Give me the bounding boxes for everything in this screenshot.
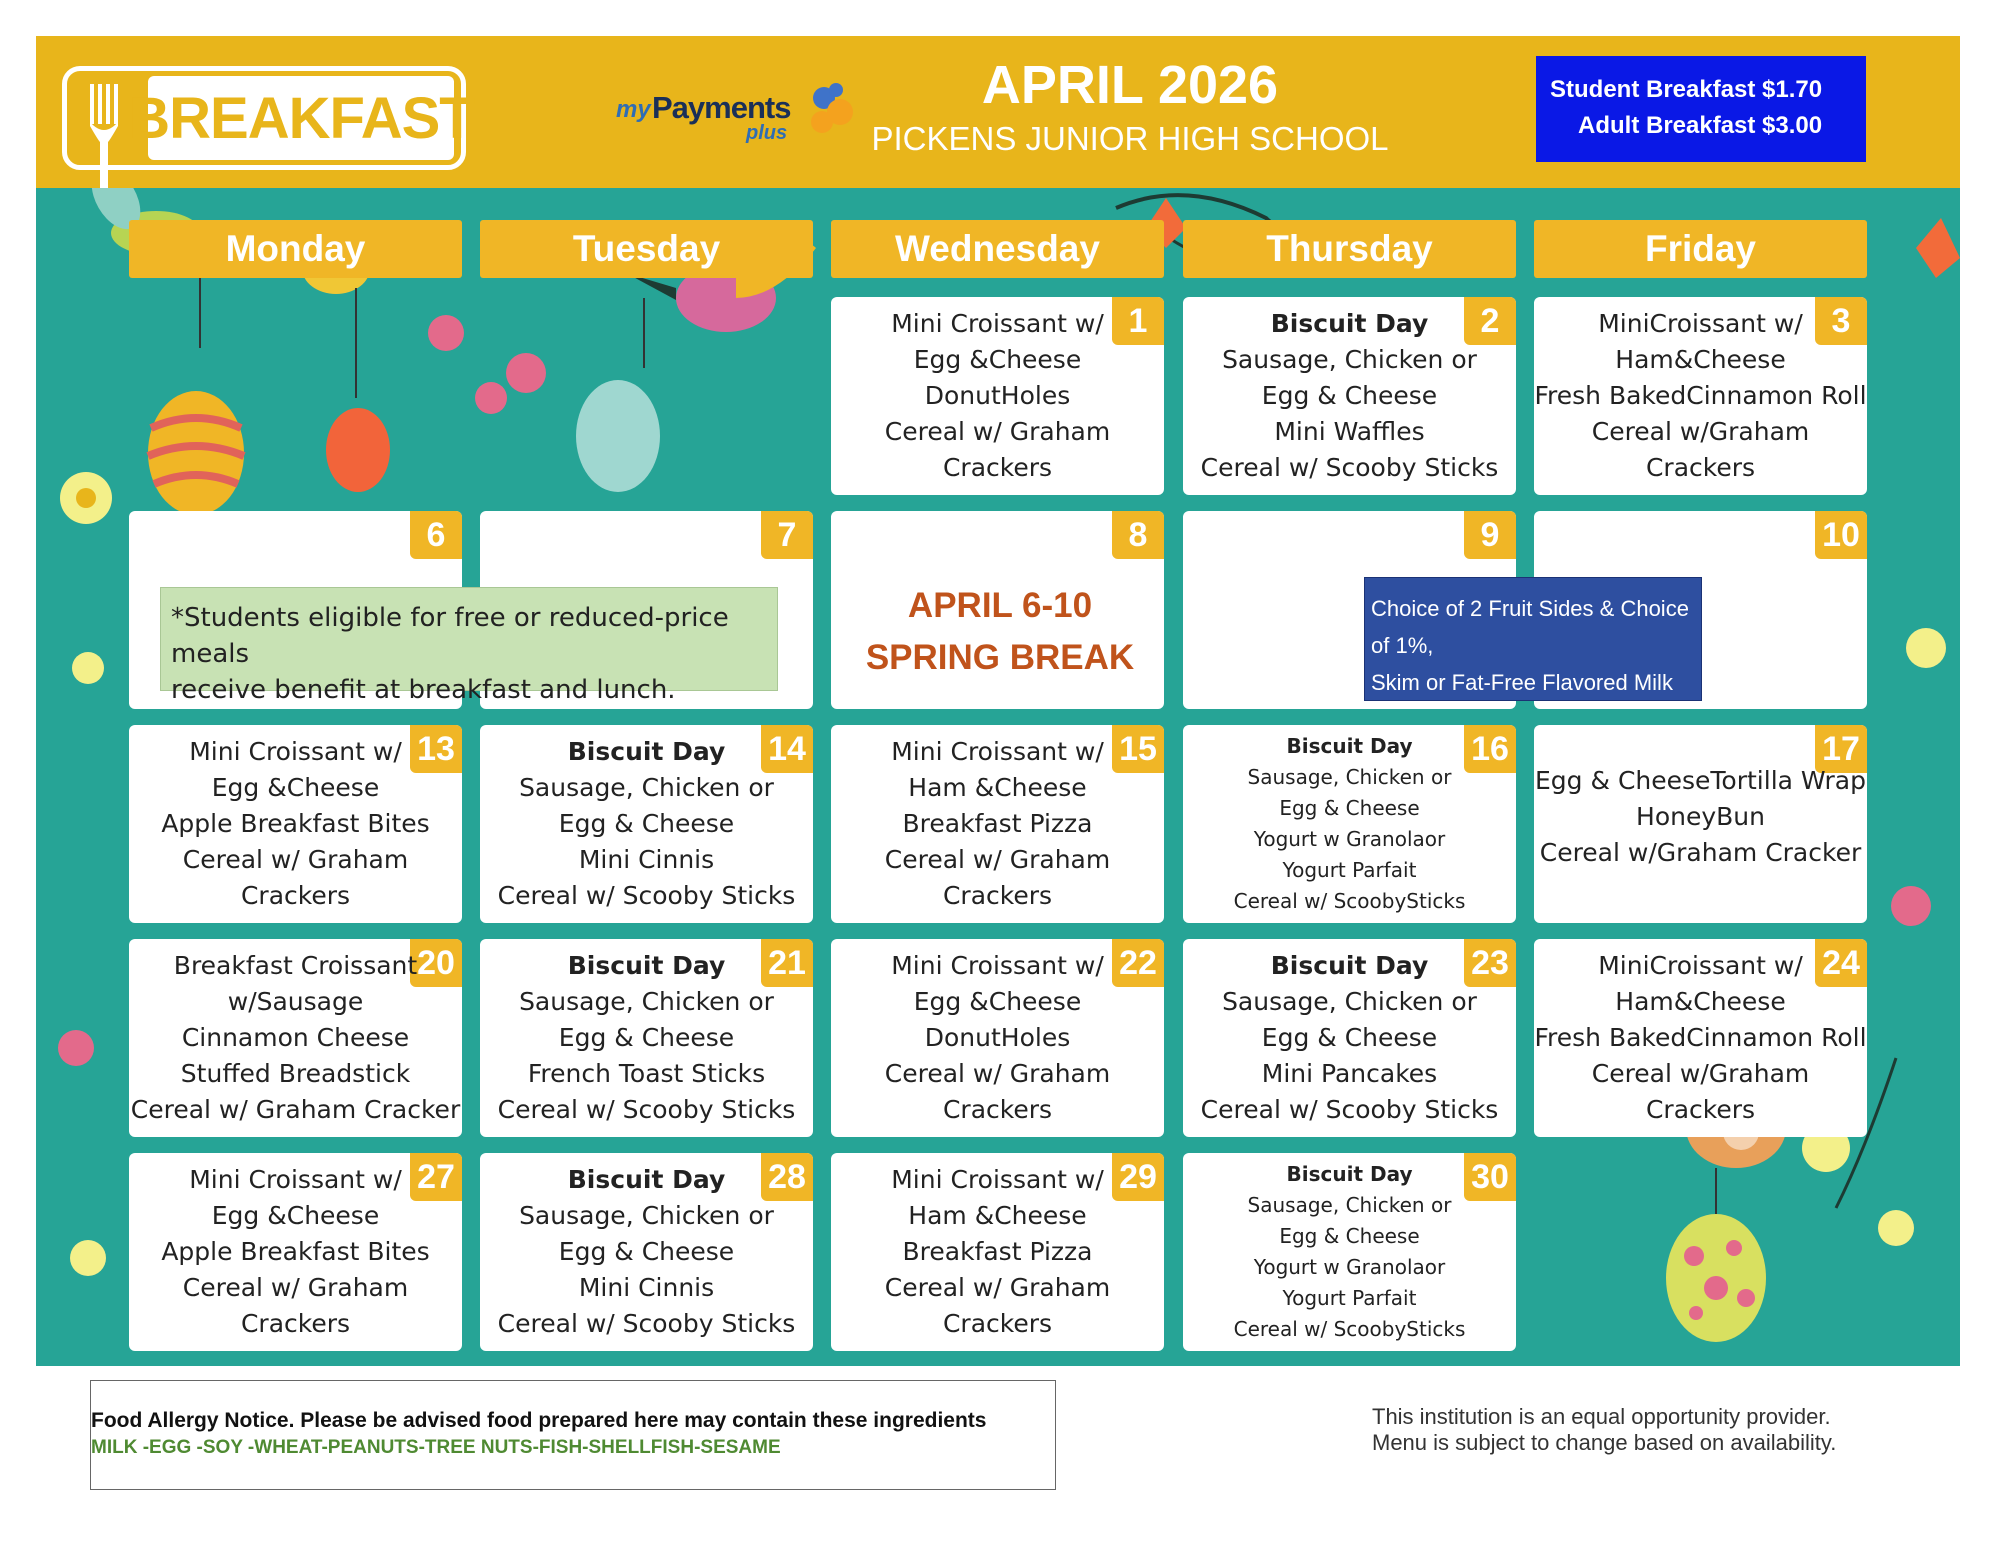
menu-line: Sausage, Chicken or [1222,987,1477,1016]
day-number: 24 [1815,939,1867,987]
fruit-milk-note [1364,577,1702,701]
note-line: Choice of 2 Fruit Sides & Choice of 1%, [1371,596,1689,658]
day-number: 28 [761,1153,813,1201]
menu-items [1183,939,1516,1137]
month-title: APRIL 2026 [981,55,1279,115]
menu-items [1183,725,1516,923]
menu-line: Sausage, Chicken or [519,1201,774,1230]
day-cell-22 [831,939,1164,1137]
menu-line: Stuffed Breadstick [180,1059,411,1088]
day-number: 30 [1464,1153,1516,1201]
menu-line: Egg & Cheese [1279,1224,1420,1248]
menu-line: Egg &Cheese [211,1201,380,1230]
menu-line: Yogurt Parfait [1282,858,1417,882]
menu-line: Cereal w/ Scooby Sticks [497,1309,796,1338]
day-number: 17 [1815,725,1867,773]
day-cell-23 [1183,939,1516,1137]
menu-items [831,1153,1164,1351]
brand-suffix: plus [746,122,788,144]
menu-line: Cinnamon Cheese [181,1023,410,1052]
weekday-friday: Friday [1534,220,1867,278]
menu-items [1183,1153,1516,1351]
day-number: 3 [1815,297,1867,345]
brand-prefix: my [616,96,651,123]
menu-line: Mini Croissant w/ [891,309,1104,338]
day-cell-1 [831,297,1164,495]
day-cell-17 [1534,725,1867,923]
menu-items [831,725,1164,923]
menu-items [129,1153,462,1351]
menu-line: Cereal w/Graham Crackers [1591,417,1810,482]
spring-break-notice [830,580,1170,684]
menu-line: DonutHoles [924,381,1071,410]
menu-line: Cereal w/ Graham Crackers [884,417,1111,482]
day-number: 9 [1464,511,1516,559]
menu-items [1534,297,1867,495]
spring-break-label: SPRING BREAK [865,638,1135,677]
menu-line: Mini Croissant w/ [189,737,402,766]
day-number: 8 [1112,511,1164,559]
menu-line: Cereal w/Graham Crackers [1591,1059,1810,1124]
menu-line: Sausage, Chicken or [1222,345,1477,374]
day-number: 22 [1112,939,1164,987]
disclaimer [1372,1404,1836,1456]
menu-line: Mini Waffles [1274,417,1425,446]
menu-line: Sausage, Chicken or [519,987,774,1016]
note-line: *Students eligible for free or reduced-price meals [171,603,729,669]
menu-line: DonutHoles [924,1023,1071,1052]
day-number: 23 [1464,939,1516,987]
menu-line: Cereal w/ Graham Crackers [182,845,409,910]
day-cell-14 [480,725,813,923]
allergen-list: MILK -EGG -SOY -WHEAT-PEANUTS-TREE NUTS-FISH-SHELLFISH-SESAME [91,1437,781,1458]
menu-items [480,725,813,923]
day-cell-28 [480,1153,813,1351]
day-cell-30 [1183,1153,1516,1351]
menu-line: MiniCroissant w/ [1598,951,1803,980]
day-number: 13 [410,725,462,773]
day-cell-21 [480,939,813,1137]
menu-line: Mini Croissant w/ [189,1165,402,1194]
menu-line: Sausage, Chicken or [1247,765,1452,789]
menu-line: Egg & Cheese [558,1237,735,1266]
price-box [1536,56,1866,162]
menu-line: Egg & Cheese [1279,796,1420,820]
menu-line: HoneyBun [1636,802,1765,831]
menu-line: Mini Croissant w/ [891,1165,1104,1194]
student-price: Student Breakfast $1.70 [1550,76,1823,103]
day-number: 1 [1112,297,1164,345]
menu-line: Cereal w/ Graham Crackers [884,1273,1111,1338]
menu-items [1534,939,1867,1137]
day-number: 7 [761,511,813,559]
menu-items [831,297,1164,495]
day-cell-13 [129,725,462,923]
menu-line: Sausage, Chicken or [1247,1193,1452,1217]
menu-line: French Toast Sticks [527,1059,766,1088]
menu-line: Egg & Cheese [1261,1023,1438,1052]
day-number: 20 [410,939,462,987]
day-number: 16 [1464,725,1516,773]
day-cell-20 [129,939,462,1137]
menu-line: Ham&Cheese [1615,345,1786,374]
day-cell-29 [831,1153,1164,1351]
menu-heading: Biscuit Day [567,1165,726,1194]
menu-line: Apple Breakfast Bites [161,1237,430,1266]
menu-items [129,939,462,1137]
day-number: 27 [410,1153,462,1201]
menu-items [1183,297,1516,495]
day-cell-27 [129,1153,462,1351]
free-meals-note [160,587,778,705]
weekday-wednesday: Wednesday [831,220,1164,278]
menu-line: Cereal w/ Graham Crackers [182,1273,409,1338]
menu-line: Egg & Cheese [558,1023,735,1052]
note-line: Skim or Fat-Free Flavored Milk [1371,670,1673,695]
menu-line: Cereal w/ ScoobySticks [1233,1317,1466,1341]
menu-line: MiniCroissant w/ [1598,309,1803,338]
menu-line: Cereal w/ Scooby Sticks [1200,453,1499,482]
menu-line: Yogurt w Granolaor [1253,827,1446,851]
menu-line: Egg & CheeseTortilla Wrap [1535,766,1866,795]
menu-line: Cereal w/ ScoobySticks [1233,889,1466,913]
menu-items [1534,725,1867,923]
fork-icon [84,82,124,202]
menu-line: Cereal w/ Graham Crackers [884,1059,1111,1124]
weekday-monday: Monday [129,220,462,278]
menu-line: Egg &Cheese [913,345,1082,374]
day-cell-24 [1534,939,1867,1137]
menu-heading: Biscuit Day [1270,309,1429,338]
adult-price: Adult Breakfast $3.00 [1578,112,1823,139]
menu-line: Breakfast Pizza [902,1237,1093,1266]
menu-heading: Biscuit Day [1286,734,1413,758]
menu-line: Cereal w/ Graham Cracker [130,1095,461,1124]
menu-line: Mini Cinnis [578,1273,715,1302]
spring-break-dates: APRIL 6-10 [907,586,1093,625]
menu-line: Ham &Cheese [908,773,1087,802]
menu-items [831,939,1164,1137]
menu-heading: Biscuit Day [567,737,726,766]
menu-items [129,725,462,923]
menu-line: Cereal w/ Scooby Sticks [1200,1095,1499,1124]
breakfast-logo-label: BREAKFAST [148,76,454,160]
menu-line: Cereal w/ Scooby Sticks [497,1095,796,1124]
weekday-thursday: Thursday [1183,220,1516,278]
weekday-tuesday: Tuesday [480,220,813,278]
menu-heading: Biscuit Day [1270,951,1429,980]
day-number: 14 [761,725,813,773]
day-cell-2 [1183,297,1516,495]
menu-line: Egg & Cheese [558,809,735,838]
menu-change-statement: Menu is subject to change based on availability. [1372,1430,1837,1455]
menu-line: Breakfast Pizza [902,809,1093,838]
day-number: 29 [1112,1153,1164,1201]
menu-line: Cereal w/Graham Cracker [1539,838,1862,867]
equal-opportunity-statement: This institution is an equal opportunity provider. [1372,1404,1831,1429]
menu-line: Cereal w/ Scooby Sticks [497,881,796,910]
day-cell-16 [1183,725,1516,923]
brand-main: Payments [652,90,791,125]
note-line: receive benefit at breakfast and lunch. [171,675,676,705]
allergy-heading: Food Allergy Notice. Please be advised food prepared here may contain these ingredients [91,1409,987,1432]
menu-line: Mini Croissant w/ [891,951,1104,980]
day-number: 2 [1464,297,1516,345]
day-cell-15 [831,725,1164,923]
day-cell-3 [1534,297,1867,495]
day-number: 6 [410,511,462,559]
menu-line: Ham &Cheese [908,1201,1087,1230]
menu-line: Egg & Cheese [1261,381,1438,410]
menu-line: Mini Croissant w/ [891,737,1104,766]
menu-line: w/Sausage [227,987,364,1016]
menu-line: Yogurt w Granolaor [1253,1255,1446,1279]
menu-line: Ham&Cheese [1615,987,1786,1016]
day-number: 21 [761,939,813,987]
day-number: 10 [1815,511,1867,559]
menu-line: Apple Breakfast Bites [161,809,430,838]
food-allergy-notice [90,1380,1056,1490]
menu-line: Mini Pancakes [1261,1059,1438,1088]
menu-items [480,1153,813,1351]
menu-line: Fresh BakedCinnamon Roll [1534,1023,1867,1052]
menu-line: Egg &Cheese [913,987,1082,1016]
menu-heading: Biscuit Day [1286,1162,1413,1186]
menu-line: Breakfast Croissant [173,951,418,980]
menu-items [480,939,813,1137]
school-name: PICKENS JUNIOR HIGH SCHOOL [871,120,1389,157]
menu-line: Egg &Cheese [211,773,380,802]
menu-line: Yogurt Parfait [1282,1286,1417,1310]
menu-line: Cereal w/ Graham Crackers [884,845,1111,910]
menu-line: Mini Cinnis [578,845,715,874]
menu-line: Fresh BakedCinnamon Roll [1534,381,1867,410]
day-number: 15 [1112,725,1164,773]
menu-line: Sausage, Chicken or [519,773,774,802]
menu-heading: Biscuit Day [567,951,726,980]
